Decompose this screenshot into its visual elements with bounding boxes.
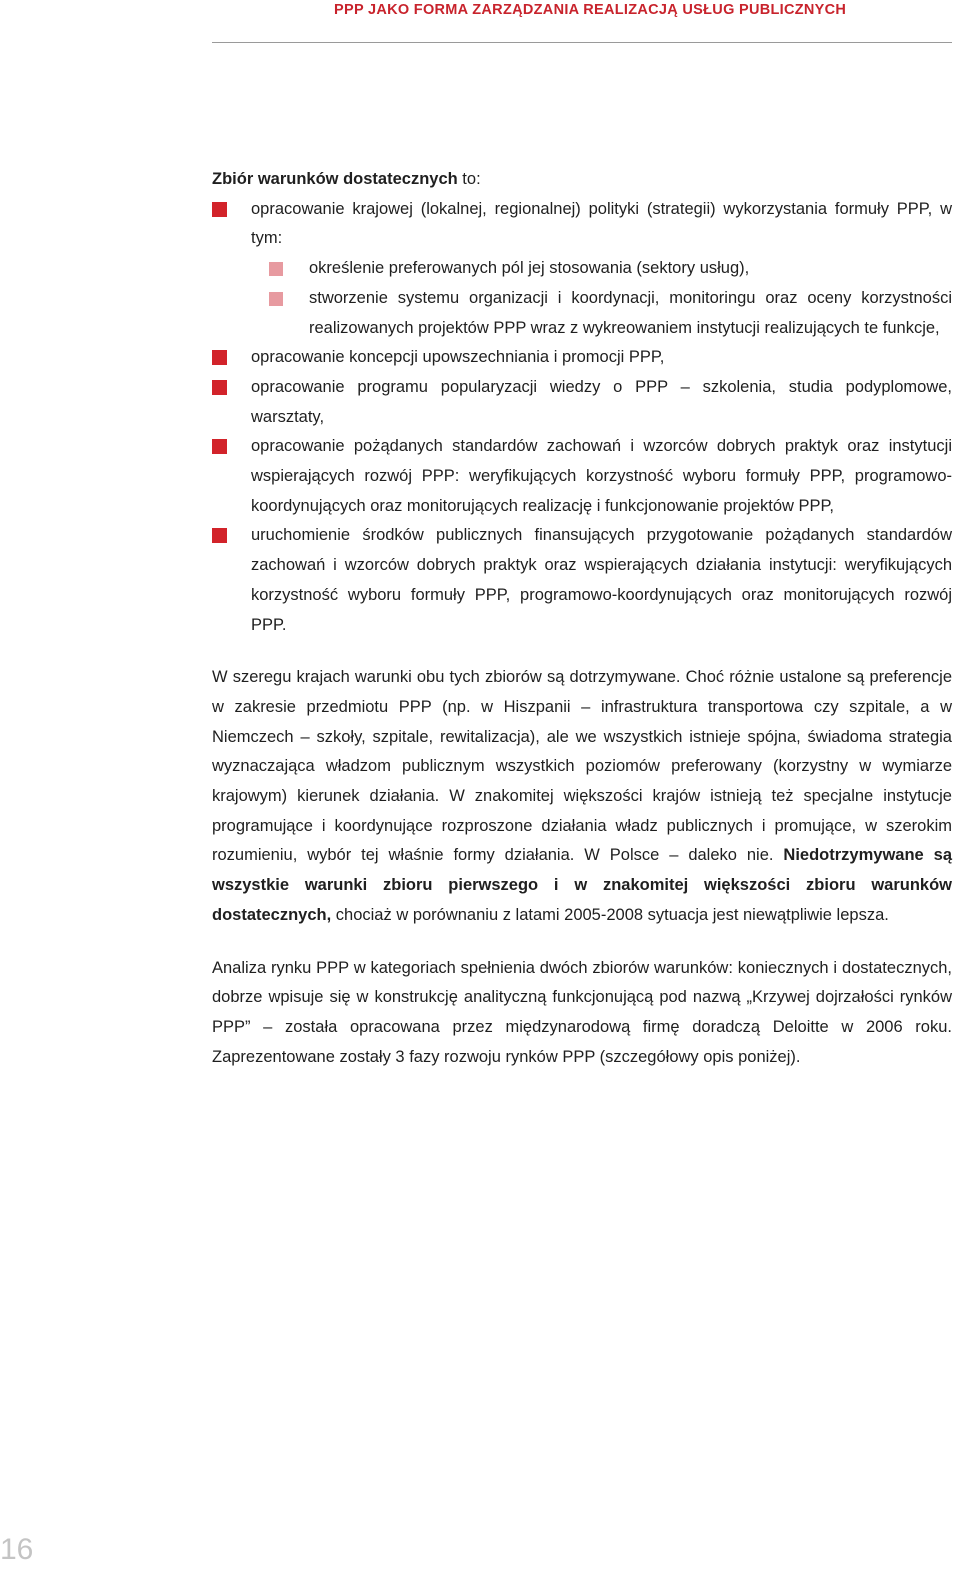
body-paragraph: [212, 663, 952, 930]
page-number: 16: [0, 1533, 34, 1566]
square-bullet-icon: [269, 262, 283, 276]
intro-rest: to:: [457, 170, 481, 188]
sub-list-item: [269, 284, 952, 343]
list-item: [212, 521, 952, 640]
paragraph-bold-text: Niedotrzymywane są wszystkie warunki zbioru pierwszego i w znakomitej większości zbioru warunków dostatecznych,: [212, 846, 952, 924]
paragraph-text: W szeregu krajach warunki obu tych zbiorów są dotrzymywane. Choć różnie ustalone są preferencje w zakresie przedmiotu PPP (np. w Hiszpanii – infrastruktura transportowa czy szpitale, a w Niemczech – szkoły, szpitale, rewitalizacja), ale we wszystkich istnieje spójna, świadoma strategia wyznaczająca władzom publicznym wszystkich poziomów preferowany (korzystny w wymiarze krajowym) kierunek działania. W znakomitej większości krajów istnieją też specjalne instytucje programujące i koordynujące rozproszone działania władz publicznych i promujące, w szerokim rozumieniu, wybór tej właśnie formy działania. W Polsce – daleko nie.: [212, 668, 952, 865]
list-item: [212, 195, 952, 344]
list-intro: [212, 165, 952, 195]
intro-bold: Zbiór warunków dostatecznych: [212, 170, 458, 188]
running-header: PPP JAKO FORMA ZARZĄDZANIA REALIZACJĄ USŁUG PUBLICZNYCH: [334, 2, 847, 18]
list-item: [212, 373, 952, 432]
square-bullet-icon: [212, 439, 227, 454]
page-content: [212, 165, 952, 1072]
sub-list-item-text: określenie preferowanych pól jej stosowania (sektory usług),: [309, 259, 750, 278]
list-item: [212, 343, 952, 373]
list-item-text: opracowanie pożądanych standardów zachowań i wzorców dobrych praktyk oraz instytucji wspierających rozwój PPP: weryfikujących korzystność wyboru formuły PPP, programowo-koordynujących oraz monitorujących realizację i funkcjonowanie projektów PPP,: [251, 437, 952, 515]
body-paragraph: Analiza rynku PPP w kategoriach spełnienia dwóch zbiorów warunków: koniecznych i dostatecznych, dobrze wpisuje się w konstrukcję analityczną funkcjonującą pod nazwą „Krzywej dojrzałości rynków PPP” – została opracowana przez międzynarodową firmę doradczą Deloitte w 2006 roku. Zaprezentowane zostały 3 fazy rozwoju rynków PPP (szczegółowy opis poniżej).: [212, 958, 952, 1066]
square-bullet-icon: [212, 528, 227, 543]
sub-list: [269, 254, 952, 343]
conditions-list: [212, 195, 952, 641]
header-divider: [212, 42, 952, 43]
list-item-text: opracowanie krajowej (lokalnej, regionalnej) polityki (strategii) wykorzystania formuły PPP, w tym:: [251, 199, 952, 248]
sub-list-item: [269, 254, 952, 284]
list-item: [212, 432, 952, 521]
list-item-text: opracowanie koncepcji upowszechniania i promocji PPP,: [251, 348, 665, 367]
sub-list-item-text: stworzenie systemu organizacji i koordynacji, monitoringu oraz oceny korzystności realizowanych projektów PPP wraz z wykreowaniem instytucji realizujących te funkcje,: [309, 288, 952, 337]
square-bullet-icon: [212, 350, 227, 365]
square-bullet-icon: [212, 380, 227, 395]
paragraph-text: chociaż w porównaniu z latami 2005-2008 sytuacja jest niewątpliwie lepsza.: [331, 905, 889, 924]
list-item-text: opracowanie programu popularyzacji wiedzy o PPP – szkolenia, studia podyplomowe, warsztaty,: [251, 377, 952, 426]
square-bullet-icon: [269, 292, 283, 306]
list-item-text: uruchomienie środków publicznych finansujących przygotowanie pożądanych standardów zachowań i wzorców dobrych praktyk oraz wspierających działania instytucji: weryfikujących korzystność wyboru formuły PPP, programowo-koordynujących oraz monitorujących rozwój PPP.: [251, 526, 952, 634]
square-bullet-icon: [212, 202, 227, 217]
